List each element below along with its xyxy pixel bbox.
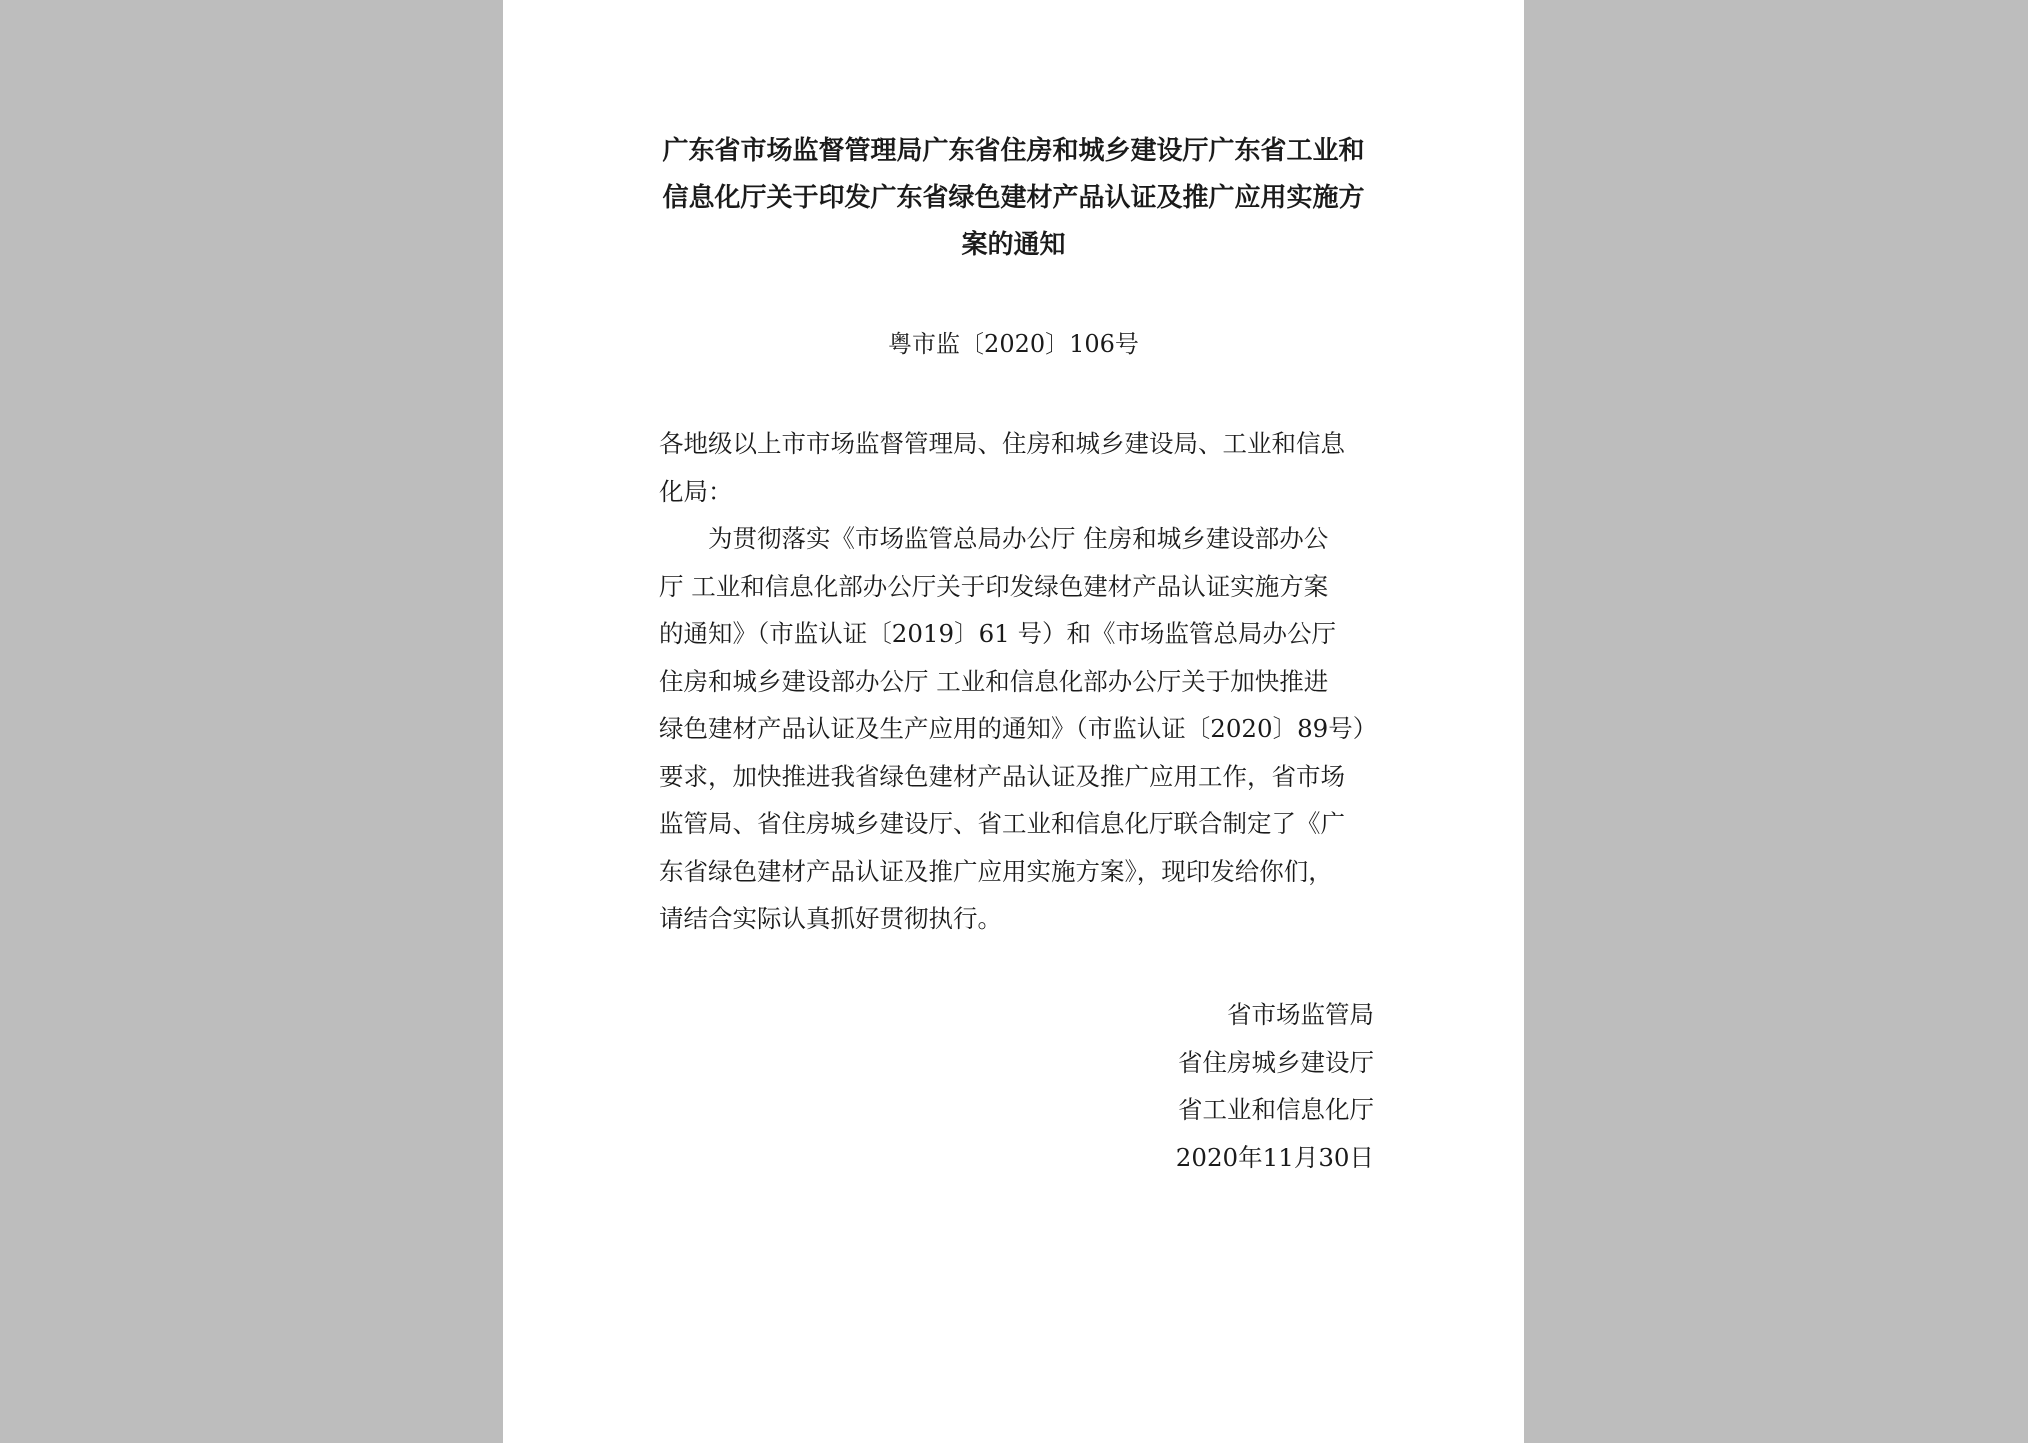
signature-org: 省工业和信息化厅 [1178,1095,1374,1124]
paragraph-line: 住房和城乡建设部办公厅 工业和信息化部办公厅关于加快推进 [659,666,1329,696]
paragraph-line: 东省绿色建材产品认证及推广应用实施方案》，现印发给你们， [659,856,1333,886]
paragraph-line: 请结合实际认真抓好贯彻执行。 [659,904,1002,933]
paragraph-line: 绿色建材产品认证及生产应用的通知》（市监认证〔2020〕89号） [659,714,1378,743]
document-number: 粤市监〔2020〕106号 [888,330,1139,358]
signature-block [1176,991,1374,1181]
salutation-line: 化局： [659,476,733,506]
paragraph-line: 厅 工业和信息化部办公厅关于印发绿色建材产品认证实施方案 [659,571,1329,601]
salutation-line: 各地级以上市市场监督管理局、住房和城乡建设局、工业和信息 [659,429,1345,458]
title-line: 案的通知 [961,230,1066,260]
document-title [653,128,1374,269]
paragraph-line: 为贯彻落实《市场监管总局办公厅 住房和城乡建设部办公 [708,524,1329,553]
title-line: 广东省市场监督管理局广东省住房和城乡建设厅广东省工业和 [662,136,1365,166]
signature-org: 省市场监管局 [1227,1000,1374,1029]
title-line: 信息化厅关于印发广东省绿色建材产品认证及推广应用实施方 [662,183,1365,213]
document-body [659,420,1379,943]
signature-date: 2020年11月30日 [1175,1142,1374,1172]
paragraph-line: 监管局、省住房城乡建设厅、省工业和信息化厅联合制定了《广 [659,809,1345,838]
signature-org: 省住房城乡建设厅 [1178,1047,1374,1077]
paragraph-line: 要求，加快推进我省绿色建材产品认证及推广应用工作，省市场 [659,761,1345,791]
paragraph-line: 的通知》（市监认证〔2019〕61 号）和《市场监管总局办公厅 [659,619,1337,648]
document-page [503,0,1524,1443]
